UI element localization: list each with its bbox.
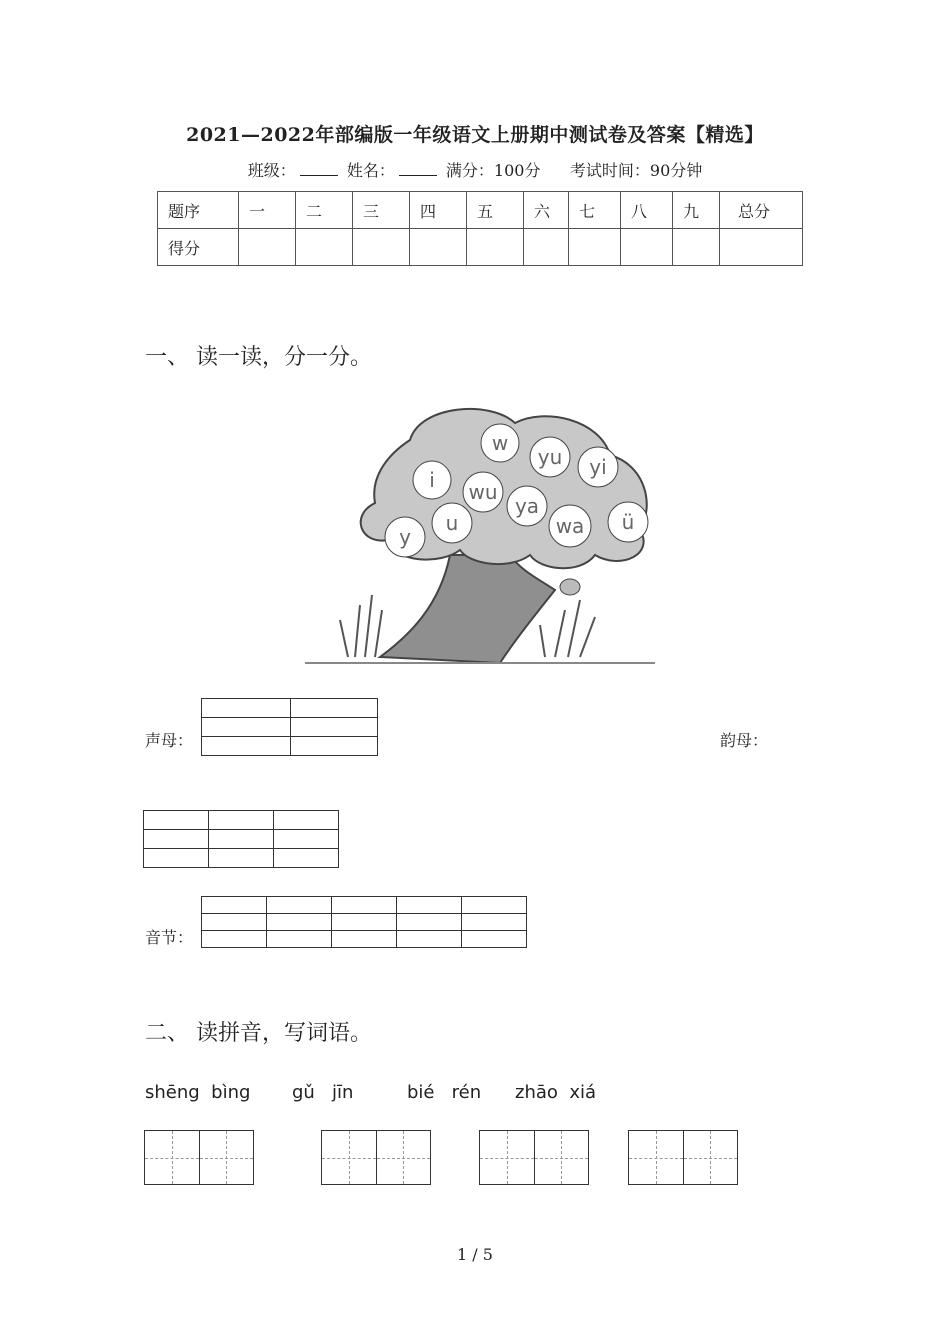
writing-cell[interactable] (322, 1131, 377, 1184)
table-cell: 九 (673, 192, 720, 229)
writing-cell[interactable] (377, 1131, 431, 1184)
apple-letter: wu (468, 480, 498, 504)
answer-cell[interactable] (209, 811, 274, 830)
answer-cell[interactable] (267, 931, 332, 948)
apple (413, 461, 451, 499)
apple (432, 503, 472, 543)
writing-cell[interactable] (200, 1131, 254, 1184)
answer-cell[interactable] (274, 830, 339, 849)
score-cell[interactable] (524, 229, 569, 266)
pinyin-word: bié rén (407, 1082, 482, 1103)
apple-letter: u (445, 511, 459, 535)
score-cell[interactable] (673, 229, 720, 266)
score-value-row (158, 229, 803, 266)
apple (608, 502, 648, 542)
apple-letter: w (491, 431, 509, 455)
score-cell[interactable] (239, 229, 296, 266)
table-cell: 四 (410, 192, 467, 229)
apple (385, 517, 425, 557)
apple-letter: ya (514, 494, 540, 518)
apple-letter: ü (621, 510, 635, 534)
full-score: 满分：100分 (445, 161, 541, 180)
writing-cell[interactable] (480, 1131, 535, 1184)
score-header-row (158, 192, 803, 229)
answer-cell[interactable] (202, 931, 267, 948)
page-number: 1 / 5 (457, 1245, 493, 1264)
answer-cell[interactable] (144, 830, 209, 849)
answer-cell[interactable] (202, 737, 291, 756)
exam-time: 考试时间：90分钟 (569, 161, 703, 180)
answer-cell[interactable] (202, 718, 291, 737)
page-title: 2021—2022年部编版一年级语文上册期中测试卷及答案【精选】 (186, 124, 764, 146)
yunmu-label: 韵母： (720, 731, 769, 750)
score-cell[interactable] (621, 229, 673, 266)
section2-heading: 二、 读拼音，写词语。 (145, 1021, 372, 1046)
apple-letter: yu (537, 445, 563, 469)
pinyin-word: shēng bìng (145, 1082, 251, 1103)
answer-cell[interactable] (144, 811, 209, 830)
writing-cell[interactable] (629, 1131, 684, 1184)
apple-letter: y (399, 525, 411, 549)
answer-cell[interactable] (332, 914, 397, 931)
table-cell: 七 (569, 192, 621, 229)
apple-letter: wa (555, 514, 585, 538)
name-label: 姓名： (346, 161, 395, 180)
apple-tree-illustration (300, 395, 660, 675)
pinyin-word: gǔ jīn (292, 1082, 354, 1103)
exam-info-line (0, 158, 950, 181)
answer-cell[interactable] (397, 914, 462, 931)
answer-cell[interactable] (291, 699, 378, 718)
answer-cell[interactable] (267, 914, 332, 931)
score-cell[interactable] (410, 229, 467, 266)
apple (530, 437, 570, 477)
writing-cell[interactable] (535, 1131, 589, 1184)
writing-cell[interactable] (684, 1131, 738, 1184)
grass-left (340, 595, 382, 657)
answer-cell[interactable] (267, 897, 332, 914)
tree-trunk (380, 555, 555, 663)
answer-cell[interactable] (462, 931, 527, 948)
apple (481, 424, 519, 462)
answer-cell[interactable] (291, 737, 378, 756)
answer-cell[interactable] (332, 897, 397, 914)
shengmu-label: 声母： (145, 731, 194, 750)
answer-cell[interactable] (144, 849, 209, 868)
class-blank[interactable] (300, 161, 338, 176)
answer-cell[interactable] (274, 811, 339, 830)
writing-grid[interactable] (144, 1130, 254, 1185)
score-cell[interactable] (353, 229, 410, 266)
answer-cell[interactable] (462, 914, 527, 931)
answer-cell[interactable] (202, 897, 267, 914)
table-cell: 二 (296, 192, 353, 229)
table-cell: 三 (353, 192, 410, 229)
writing-cell[interactable] (145, 1131, 200, 1184)
table-cell: 总分 (720, 192, 803, 229)
answer-cell[interactable] (202, 699, 291, 718)
score-cell[interactable] (720, 229, 803, 266)
apple (578, 447, 618, 487)
yinjie-grid (201, 896, 527, 948)
answer-cell[interactable] (274, 849, 339, 868)
answer-cell[interactable] (462, 897, 527, 914)
class-label: 班级： (247, 161, 296, 180)
yinjie-label: 音节： (145, 928, 194, 947)
grass-right (540, 600, 595, 657)
writing-grid[interactable] (321, 1130, 431, 1185)
answer-cell[interactable] (202, 914, 267, 931)
answer-cell[interactable] (209, 849, 274, 868)
answer-cell[interactable] (332, 931, 397, 948)
score-cell[interactable] (296, 229, 353, 266)
writing-grid[interactable] (628, 1130, 738, 1185)
answer-cell[interactable] (291, 718, 378, 737)
score-cell[interactable] (467, 229, 524, 266)
name-blank[interactable] (399, 161, 437, 176)
section1-heading: 一、 读一读，分一分。 (145, 345, 372, 370)
apple-letter: i (429, 468, 435, 492)
answer-cell[interactable] (397, 897, 462, 914)
writing-grid[interactable] (479, 1130, 589, 1185)
apple-letter: yi (589, 455, 607, 479)
pinyin-word: zhāo xiá (515, 1082, 597, 1103)
apple (507, 486, 547, 526)
apple (463, 472, 503, 512)
table-cell: 八 (621, 192, 673, 229)
apple (549, 505, 591, 547)
score-table (157, 191, 803, 266)
yunmu-grid (143, 810, 339, 868)
answer-cell[interactable] (397, 931, 462, 948)
table-cell: 题序 (158, 192, 239, 229)
table-cell: 六 (524, 192, 569, 229)
answer-cell[interactable] (209, 830, 274, 849)
table-cell: 五 (467, 192, 524, 229)
score-cell[interactable] (569, 229, 621, 266)
table-cell: 一 (239, 192, 296, 229)
tree-knot (560, 579, 580, 595)
shengmu-grid (201, 698, 378, 756)
table-cell: 得分 (158, 229, 239, 266)
